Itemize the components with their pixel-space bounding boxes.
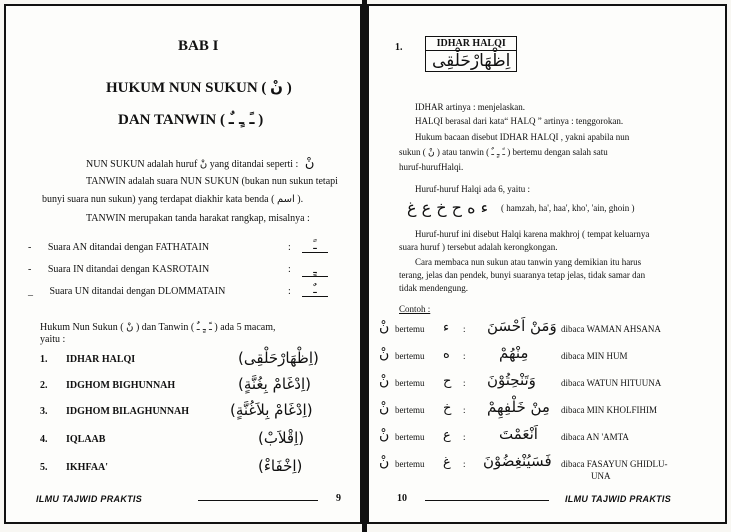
para-tanwin-line2 bbox=[42, 194, 303, 205]
title-line-2-arabic: ـً ـٍ ـٌ bbox=[228, 110, 255, 128]
hukum-list-arabic: (اِخْفَاءْ) bbox=[258, 457, 303, 475]
example-dibaca: dibaca FASAYUN GHIDLU- bbox=[561, 459, 668, 469]
example-colon: : bbox=[463, 378, 466, 388]
example-arabic: اَنْعَمْتَ bbox=[499, 425, 538, 443]
tanwin-example-text: Suara UN ditandai dengan DLOMMATAIN bbox=[49, 286, 226, 297]
tanwin-example-colon: : bbox=[288, 286, 291, 297]
example-nun: نْ bbox=[379, 319, 390, 335]
example-arabic: فَسَيُنْغِضُوْنَ bbox=[483, 452, 552, 470]
tanwin-bullet: _ bbox=[28, 286, 33, 297]
example-letter: غ bbox=[443, 455, 451, 470]
hukum-list-num: 3. bbox=[40, 406, 48, 417]
fathatain-mark: ـً bbox=[302, 238, 328, 253]
example-letter: خ bbox=[443, 401, 452, 416]
page-number: 9 bbox=[336, 493, 341, 504]
para-makhroj-line1: Huruf-huruf ini disebut Halqi karena makhroj ( tempat keluarnya bbox=[415, 229, 650, 239]
para-hukum-line3: huruf-hurufHalqi. bbox=[399, 162, 464, 172]
tanwin-example-colon: : bbox=[288, 242, 291, 253]
para1-text-a: NUN SUKUN adalah huruf bbox=[86, 159, 198, 170]
example-bertemu: bertemu bbox=[395, 405, 425, 415]
halqi-letters: ء ه ح خ ع غ bbox=[407, 198, 489, 217]
chapter-heading: BAB I bbox=[178, 38, 219, 54]
para-cara-line1: Cara membaca nun sukun atau tanwin yang demikian itu harus bbox=[415, 257, 642, 267]
para2-line2-text: bunyi suara nun sukun) yang terdapat diakhir kata benda ( bbox=[42, 194, 275, 205]
p3-line2-arabic-1: نْ bbox=[428, 148, 435, 158]
tanwin-example-row bbox=[28, 264, 209, 275]
hukum-intro-b: ) dan Tanwin ( bbox=[135, 322, 195, 333]
hukum-list-arabic: (اِظْهَارْحَلْقِى) bbox=[238, 349, 319, 367]
hukum-intro-c: ) ada 5 macam, bbox=[214, 322, 276, 333]
tanwin-example-colon: : bbox=[288, 264, 291, 275]
hukum-list-name: IKHFAA' bbox=[66, 462, 109, 473]
title-line-1-arabic: نْ bbox=[270, 78, 283, 96]
example-bertemu: bertemu bbox=[395, 459, 425, 469]
footer-rule bbox=[198, 500, 318, 501]
halqi-letter-names: ( hamzah, ha', haa', kho', 'ain, ghoin ) bbox=[501, 203, 635, 213]
para-hukum-line1: Hukum bacaan disebut IDHAR HALQI , yakni apabila nun bbox=[415, 132, 630, 142]
example-dibaca-cont: UNA bbox=[591, 471, 611, 481]
para-makhroj-line2: suara huruf ) tersebut adalah kerongkongan. bbox=[399, 242, 558, 252]
example-bertemu: bertemu bbox=[395, 351, 425, 361]
footer-title: ILMU TAJWID PRAKTIS bbox=[36, 494, 143, 504]
example-dibaca: dibaca AN 'AMTA bbox=[561, 432, 629, 442]
left-page bbox=[4, 4, 362, 524]
title-line-2-text: DAN TANWIN ( bbox=[118, 112, 225, 128]
para-tanwin-harakat: TANWIN merupakan tanda harakat rangkap, misalnya : bbox=[86, 213, 310, 224]
hukum-list-arabic: (اِدْغَامْ بِلاَغُنَّةٍ) bbox=[230, 401, 313, 419]
page-number: 10 bbox=[397, 493, 407, 504]
footer-rule bbox=[425, 500, 549, 501]
para-hukum-line2 bbox=[399, 147, 608, 158]
example-arabic: وَمَنْ اَحْسَنَ bbox=[487, 317, 557, 335]
title-line-1-text: HUKUM NUN SUKUN ( bbox=[106, 80, 267, 96]
box-title: IDHAR HALQI bbox=[426, 37, 516, 51]
tanwin-example-row bbox=[28, 286, 225, 297]
hukum-list-name: IQLAAB bbox=[66, 434, 106, 445]
idhar-halqi-box bbox=[425, 36, 517, 72]
example-nun: نْ bbox=[379, 427, 390, 443]
example-bertemu: bertemu bbox=[395, 432, 425, 442]
hukum-intro bbox=[40, 322, 276, 333]
title-line-2-close: ) bbox=[258, 112, 264, 128]
para1-arabic-2: نْ bbox=[304, 156, 315, 171]
example-dibaca: dibaca MIN KHOLFIHIM bbox=[561, 405, 657, 415]
title-line-2 bbox=[118, 110, 263, 129]
hukum-list-name: IDGHOM BILAGHUNNAH bbox=[66, 406, 190, 417]
hukum-list-name: IDGHOM BIGHUNNAH bbox=[66, 380, 176, 391]
p3-line2-arabic-2: ـً ـٍ ـٌ bbox=[491, 148, 505, 158]
tanwin-example-text: Suara AN ditandai dengan FATHATAIN bbox=[47, 242, 210, 253]
para-halqi: HALQI berasal dari kata“ HALQ ” artinya : tenggorokan. bbox=[415, 116, 624, 126]
tanwin-example-text: Suara IN ditandai dengan KASROTAIN bbox=[47, 264, 210, 275]
section-number: 1. bbox=[395, 42, 403, 53]
kasrotain-mark: ـٍ bbox=[302, 262, 328, 277]
tanwin-bullet: - bbox=[28, 264, 32, 275]
example-colon: : bbox=[463, 432, 466, 442]
para-cara-line2: terang, jelas dan pendek, bunyi suaranya tetap jelas, tidak samar dan bbox=[399, 270, 646, 280]
p3-line2-c: ) bertemu dengan salah satu bbox=[507, 147, 608, 157]
hukum-list-arabic: (اِقْلاَبْ) bbox=[258, 429, 305, 447]
example-bertemu: bertemu bbox=[395, 378, 425, 388]
dlommatain-mark: ـٌ bbox=[302, 282, 328, 297]
p3-line2-b: ) atau tanwin ( bbox=[436, 147, 490, 157]
example-arabic: وَتَنْحِتُوْنَ bbox=[487, 371, 536, 389]
example-colon: : bbox=[463, 405, 466, 415]
example-letter: ء bbox=[443, 320, 450, 335]
hukum-intro-a: Hukum Nun Sukun ( bbox=[40, 322, 124, 333]
hukum-list-num: 5. bbox=[40, 462, 48, 473]
example-colon: : bbox=[463, 459, 466, 469]
footer-title: ILMU TAJWID PRAKTIS bbox=[565, 494, 672, 504]
para2-arabic: اسم bbox=[276, 194, 295, 205]
example-nun: نْ bbox=[379, 346, 390, 362]
title-line-1 bbox=[106, 78, 292, 97]
para-halqi-count: Huruf-huruf Halqi ada 6, yaitu : bbox=[415, 184, 530, 194]
p3-line2-a: sukun ( bbox=[399, 147, 426, 157]
contoh-label: Contoh : bbox=[399, 304, 431, 314]
example-nun: نْ bbox=[379, 454, 390, 470]
tanwin-bullet: - bbox=[28, 242, 32, 253]
example-letter: ح bbox=[443, 374, 452, 389]
box-arabic: اِظْهَارْحَلْقِى bbox=[432, 51, 511, 71]
hukum-list-num: 4. bbox=[40, 434, 48, 445]
example-arabic: مِنْهُمْ bbox=[499, 344, 529, 362]
example-letter: ه bbox=[443, 347, 450, 362]
para-idhar: IDHAR artinya : menjelaskan. bbox=[415, 102, 525, 112]
hukum-intro-line2: yaitu : bbox=[40, 334, 66, 345]
para2-close: ). bbox=[297, 194, 304, 205]
example-dibaca: dibaca WATUN HITUUNA bbox=[561, 378, 662, 388]
para-cara-line3: tidak mendengung. bbox=[399, 283, 468, 293]
para-tanwin-line1: TANWIN adalah suara NUN SUKUN (bukan nun sukun tetapi bbox=[86, 176, 338, 187]
hukum-list-num: 1. bbox=[40, 354, 48, 365]
example-nun: نْ bbox=[379, 373, 390, 389]
example-dibaca: dibaca MIN HUM bbox=[561, 351, 628, 361]
example-arabic: مِنْ خَلْفِهِمْ bbox=[487, 398, 550, 416]
para-nun-sukun bbox=[86, 156, 314, 171]
example-colon: : bbox=[463, 351, 466, 361]
example-bertemu: bertemu bbox=[395, 324, 425, 334]
hukum-intro-arabic-1: نْ bbox=[126, 322, 134, 333]
right-page bbox=[367, 4, 727, 524]
example-letter: ع bbox=[443, 428, 451, 443]
para1-arabic-1: نْ bbox=[199, 159, 208, 170]
tanwin-example-row bbox=[28, 242, 209, 253]
para1-text-b: yang ditandai seperti : bbox=[209, 159, 299, 170]
example-dibaca: dibaca WAMAN AHSANA bbox=[561, 324, 661, 334]
example-nun: نْ bbox=[379, 400, 390, 416]
example-colon: : bbox=[463, 324, 466, 334]
hukum-list-num: 2. bbox=[40, 380, 48, 391]
title-line-1-close: ) bbox=[286, 80, 292, 96]
hukum-list-name: IDHAR HALQI bbox=[66, 354, 136, 365]
hukum-list-arabic: (اِدْغَامْ بِغُنَّةٍ) bbox=[238, 375, 312, 393]
hukum-intro-arabic-2: ـً ـٍ ـٌ bbox=[196, 322, 212, 333]
